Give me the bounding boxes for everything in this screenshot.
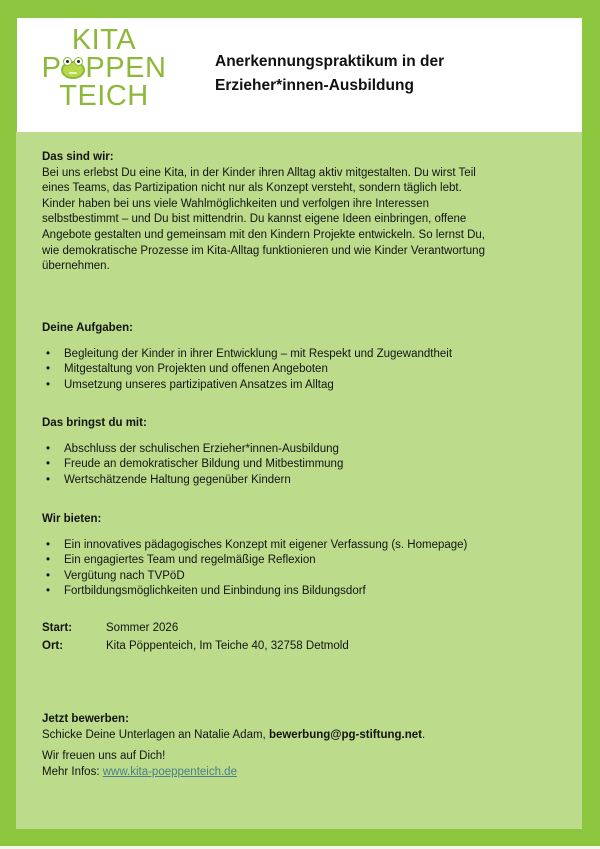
start-label: Start: [42,622,73,634]
list-item: • Ein innovatives pädagogisches Konzept mit eigener Verfassung (s. Homepage) [42,538,572,554]
section-heading: Jetzt bewerben: [42,713,129,725]
section-heading: Wir bieten: [42,513,102,525]
list-item: • Ein engagiertes Team und regelmäßige Reflexion [42,553,572,569]
list-item: • Wertschätzende Haltung gegenüber Kindern [42,473,572,489]
logo-line-2: P PPEN [41,52,167,84]
section-requirements [42,416,572,488]
closing-text: Wir freuen uns auf Dich! [42,750,166,763]
list-item: • Mitgestaltung von Projekten und offenen Angeboten [42,362,572,378]
list-item: • Vergütung nach TVPöD [42,569,572,585]
list-item: • Begleitung der Kinder in ihrer Entwicklung – mit Respekt und Zugewandtheit [42,347,572,363]
start-value: Sommer 2026 [106,622,179,634]
kita-logo [39,26,169,124]
more-info: Mehr Infos: www.kita-poeppenteich.de [42,765,237,778]
location-row [42,639,572,655]
header [17,18,582,132]
list-item: • Fortbildungsmöglichkeiten und Einbindung ins Bildungsdorf [42,584,572,600]
requirements-list [42,442,572,489]
offer-list [42,538,572,600]
list-item: • Freude an demokratischer Bildung und Mitbestimmung [42,457,572,473]
start-row [42,621,572,637]
section-heading: Deine Aufgaben: [42,322,133,334]
list-item: • Abschluss der schulischen Erzieher*innen-Ausbildung [42,442,572,458]
email-address[interactable]: bewerbung@pg-stiftung.net [268,728,422,741]
section-offer [42,512,572,600]
section-about: Das sind wir: Bei uns erlebst Du eine Kita, in der Kinder ihren Alltag aktiv mitgestalten. Du wirst Teil eines Teams, das Partizipation nicht nur als Konzept versteht, sondern täglich lebt. Kinder haben bei uns viele Wahlmöglichkeiten und verfolgen ihre Interessen selbstbestimmt – und Du bist mittendrin. Du kannst eigene Ideen einbringen, offene Angebote gestalten und gemeinsam mit den Kindern Projekte entwickeln. So lernst Du, wie demokratische Prozesse im Kita-Alltag funktionieren und wie Kinder Verantwortung übernehmen. [42,150,572,275]
apply-text: Schicke Deine Unterlagen an Natalie Adam, bewerbung@pg-stiftung.net. [42,728,426,741]
section-apply [42,712,572,780]
list-item: • Umsetzung unseres partizipativen Ansatzes im Alltag [42,378,572,394]
frog-icon [61,57,85,79]
location-label: Ort: [42,639,64,652]
section-heading: Das bringst du mit: [42,417,147,429]
website-link[interactable]: www.kita-poeppenteich.de [102,765,237,778]
logo-line-3: TEICH [59,80,149,112]
page-title: Anerkennungspraktikum in der Erzieher*innen-Ausbildung [215,53,445,94]
tasks-list [42,347,572,394]
section-details [42,621,572,654]
section-heading: Das sind wir: [42,151,114,163]
section-tasks [42,321,572,393]
logo-line-1: KITA [71,24,137,56]
location-value: Kita Pöppenteich, Im Teiche 40, 32758 Detmold [106,639,349,652]
